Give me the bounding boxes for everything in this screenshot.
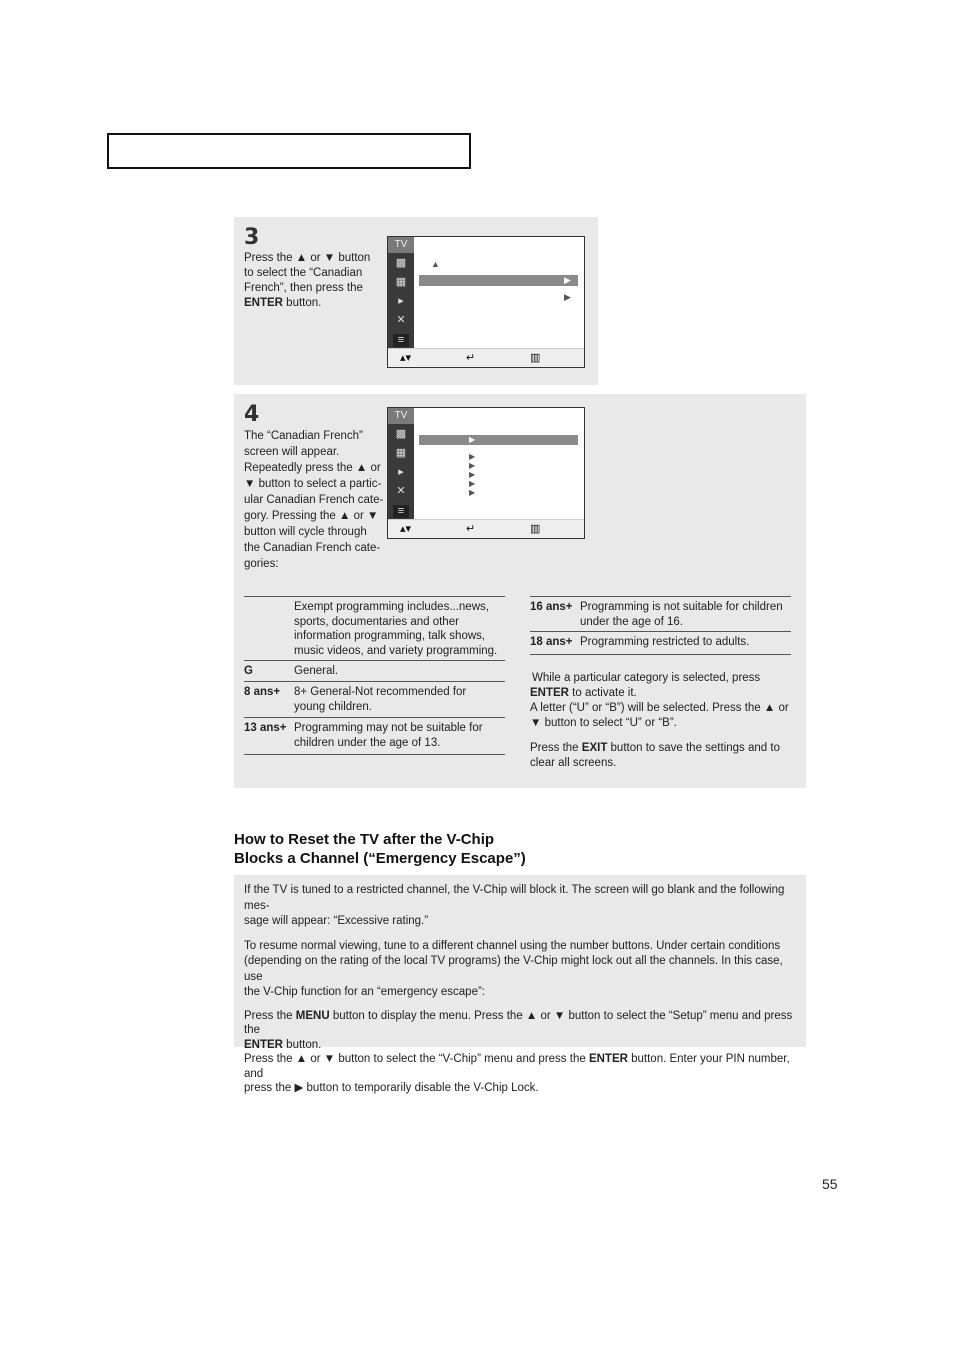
channel-icon: ✕ <box>396 314 406 326</box>
setup-icon: ≡ <box>393 334 409 347</box>
selection-note: While a particular category is selected, press ENTER to activate it. A letter (“U” or “B”) will be selected. Press the ▲ or ▼ button to select “U” or “B”. Press the EXIT button to save the settings and to clear all screens. <box>530 672 789 769</box>
osd-screen-step3 <box>387 236 585 368</box>
enter-icon: ↵ <box>466 352 476 364</box>
emergency-escape-panel: If the TV is tuned to a restricted channel, the V-Chip will block it. The screen will go blank and the following mes- sage will appear: “Excessive rating.” To resume normal viewing, tune to a different channel using the number buttons. Under certain conditions (depending on the rating of the local TV programs) the V-Chip might lock out all the channels. In this case, use the V-Chip function for an “emergency escape”: Press the MENU button to display the menu. Press the ▲ or ▼ button to select the “Setup” menu and press the ENTER button. Press the ▲ or ▼ button to select the “V-Chip” menu and press the ENTER button. Enter your PIN number, and press the ▶ button to temporarily disable the V-Chip Lock. <box>234 875 806 1047</box>
page-number: 55 <box>822 1176 838 1192</box>
osd-bottom-bar <box>388 348 584 367</box>
channel-icon: ✕ <box>396 485 406 497</box>
speaker-icon: ▸ <box>398 295 404 307</box>
section-title: How to Reset the TV after the V-Chip Blocks a Channel (“Emergency Escape”) <box>234 831 526 867</box>
step4-panel <box>234 394 806 788</box>
setup-icon: ≡ <box>393 505 409 518</box>
right-arrow-icon: ▶ <box>469 435 476 444</box>
osd-tv-label: TV <box>388 237 414 253</box>
table-row: 13 ans+ Programming may not be suitable for children under the age of 13. <box>244 717 505 755</box>
sound-icon: ▦ <box>395 447 407 459</box>
right-arrow-icon: ▶ <box>469 452 476 461</box>
step4-number: 4 <box>244 402 260 427</box>
table-row: Exempt programming includes...news, sports, documentaries and other information programming, talk shows, music videos, and variety programming. <box>244 596 505 661</box>
step3-panel <box>234 217 598 385</box>
osd-selected-row <box>419 275 578 286</box>
step3-instructions: Press the ▲ or ▼ button to select the “Canadian French”, then press the ENTER button. <box>244 252 371 309</box>
table-row: 8 ans+ 8+ General-Not recommended for young children. <box>244 681 505 718</box>
step4-instructions: The “Canadian French” screen will appear. Repeatedly press the ▲ or ▼ button to select a partic- ular Canadian French cate- gory. Pressing the ▲ or ▼ button will cycle through the Canadian French cate- gories: <box>244 430 384 570</box>
picture-icon: ▩ <box>395 257 407 269</box>
osd-screen-step4 <box>387 407 585 539</box>
right-arrow-icon: ▶ <box>469 488 476 497</box>
right-arrow-icon: ▶ <box>564 275 571 285</box>
picture-icon: ▩ <box>395 428 407 440</box>
osd-selected-row <box>419 435 578 445</box>
step3-number: 3 <box>244 225 260 250</box>
right-arrow-icon: ▶ <box>469 470 476 479</box>
right-arrow-icon: ▶ <box>469 479 476 488</box>
table-row: 18 ans+ Programming restricted to adults. <box>530 631 791 655</box>
speaker-icon: ▸ <box>398 466 404 478</box>
osd-bottom-bar <box>388 519 584 538</box>
right-arrow-icon: ▶ <box>469 461 476 470</box>
osd-tv-label: TV <box>388 408 414 424</box>
right-arrow-icon: ▶ <box>564 292 571 302</box>
header-title-box <box>107 133 471 169</box>
table-row: G General. <box>244 660 505 682</box>
up-arrow-icon: ▲ <box>431 259 440 269</box>
menu-icon: ▥ <box>530 352 541 364</box>
menu-icon: ▥ <box>530 523 541 535</box>
move-icon: ▴▾ <box>400 352 412 364</box>
sound-icon: ▦ <box>395 276 407 288</box>
enter-icon: ↵ <box>466 523 476 535</box>
table-row: 16 ans+ Programming is not suitable for children under the age of 16. <box>530 596 791 632</box>
move-icon: ▴▾ <box>400 523 412 535</box>
